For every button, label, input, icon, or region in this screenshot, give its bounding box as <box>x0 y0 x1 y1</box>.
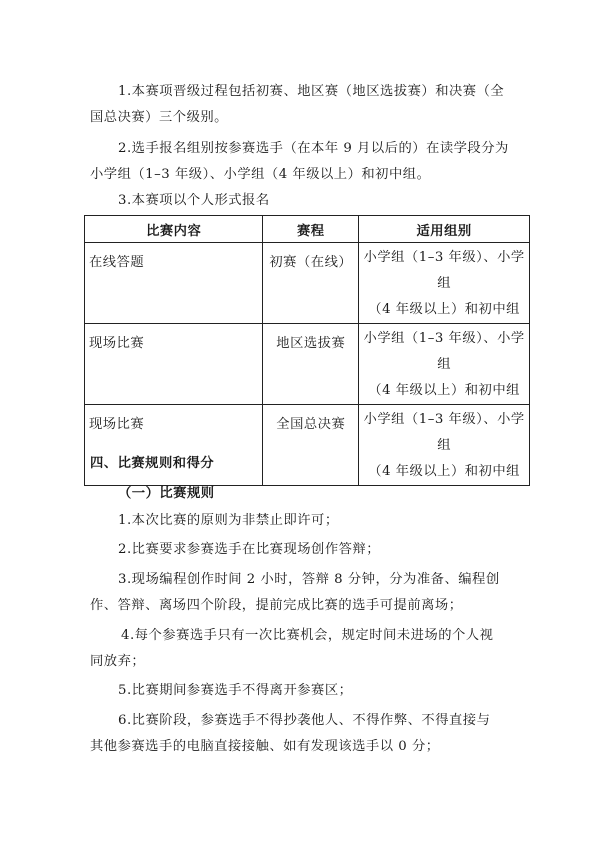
rule-line: 2.比赛要求参赛选手在比赛现场创作答辩； <box>118 542 381 557</box>
group-line: 小学组（1–3 年级）、小学组 <box>363 412 525 453</box>
rule-line: 同放弃； <box>90 654 146 669</box>
competition-table <box>84 215 530 486</box>
table-header-stage: 赛程 <box>263 216 359 243</box>
rule-line: 其他参赛选手的电脑直接接触、如有发现该选手以 0 分； <box>90 739 440 754</box>
group-line: 小学组（1–3 年级）、小学组 <box>363 331 525 372</box>
table-cell-stage: 初赛（在线） <box>263 243 359 324</box>
table-cell-stage: 地区选拔赛 <box>263 324 359 405</box>
paragraph-line: 小学组（1–3 年级）、小学组（4 年级以上）和初中组。 <box>90 167 431 182</box>
group-line: （4 年级以上）和初中组 <box>368 302 520 317</box>
rule-line: 作、答辩、离场四个阶段，提前完成比赛的选手可提前离场； <box>90 598 463 613</box>
table-header-group: 适用组别 <box>359 216 530 243</box>
group-line: （4 年级以上）和初中组 <box>368 383 520 398</box>
table-cell-content: 在线答题 <box>85 243 263 324</box>
table-cell-group <box>359 243 530 324</box>
table-header-row <box>85 216 530 243</box>
table-row <box>85 405 530 486</box>
paragraph-line: 国总决赛）三个级别。 <box>90 110 228 125</box>
group-line: （4 年级以上）和初中组 <box>368 464 520 479</box>
rule-line: 1.本次比赛的原则为非禁止即许可； <box>118 513 339 528</box>
table-cell-content: 现场比赛 <box>85 405 263 486</box>
group-line: 小学组（1–3 年级）、小学组 <box>363 250 525 291</box>
table-row <box>85 243 530 324</box>
subsection-heading: （一）比赛规则 <box>118 486 215 501</box>
table-cell-content: 现场比赛 <box>85 324 263 405</box>
rule-line: 5.比赛期间参赛选手不得离开参赛区； <box>118 683 353 698</box>
table-cell-group <box>359 324 530 405</box>
paragraph-line: 1.本赛项晋级过程包括初赛、地区赛（地区选拔赛）和决赛（全 <box>118 84 505 99</box>
rule-line: 3.现场编程创作时间 2 小时，答辩 8 分钟，分为准备、编程创 <box>118 572 500 587</box>
table-row <box>85 324 530 405</box>
table-header-content: 比赛内容 <box>85 216 263 243</box>
table-cell-group <box>359 405 530 486</box>
section-heading: 四、比赛规则和得分 <box>90 456 215 471</box>
table-cell-stage: 全国总决赛 <box>263 405 359 486</box>
rule-line: 4.每个参赛选手只有一次比赛机会，规定时间未进场的个人视 <box>121 628 494 643</box>
paragraph-line: 3.本赛项以个人形式报名 <box>118 193 270 208</box>
rule-line: 6.比赛阶段，参赛选手不得抄袭他人、不得作弊、不得直接与 <box>118 713 491 728</box>
paragraph-line: 2.选手报名组别按参赛选手（在本年 9 月以后的）在读学段分为 <box>118 141 509 156</box>
